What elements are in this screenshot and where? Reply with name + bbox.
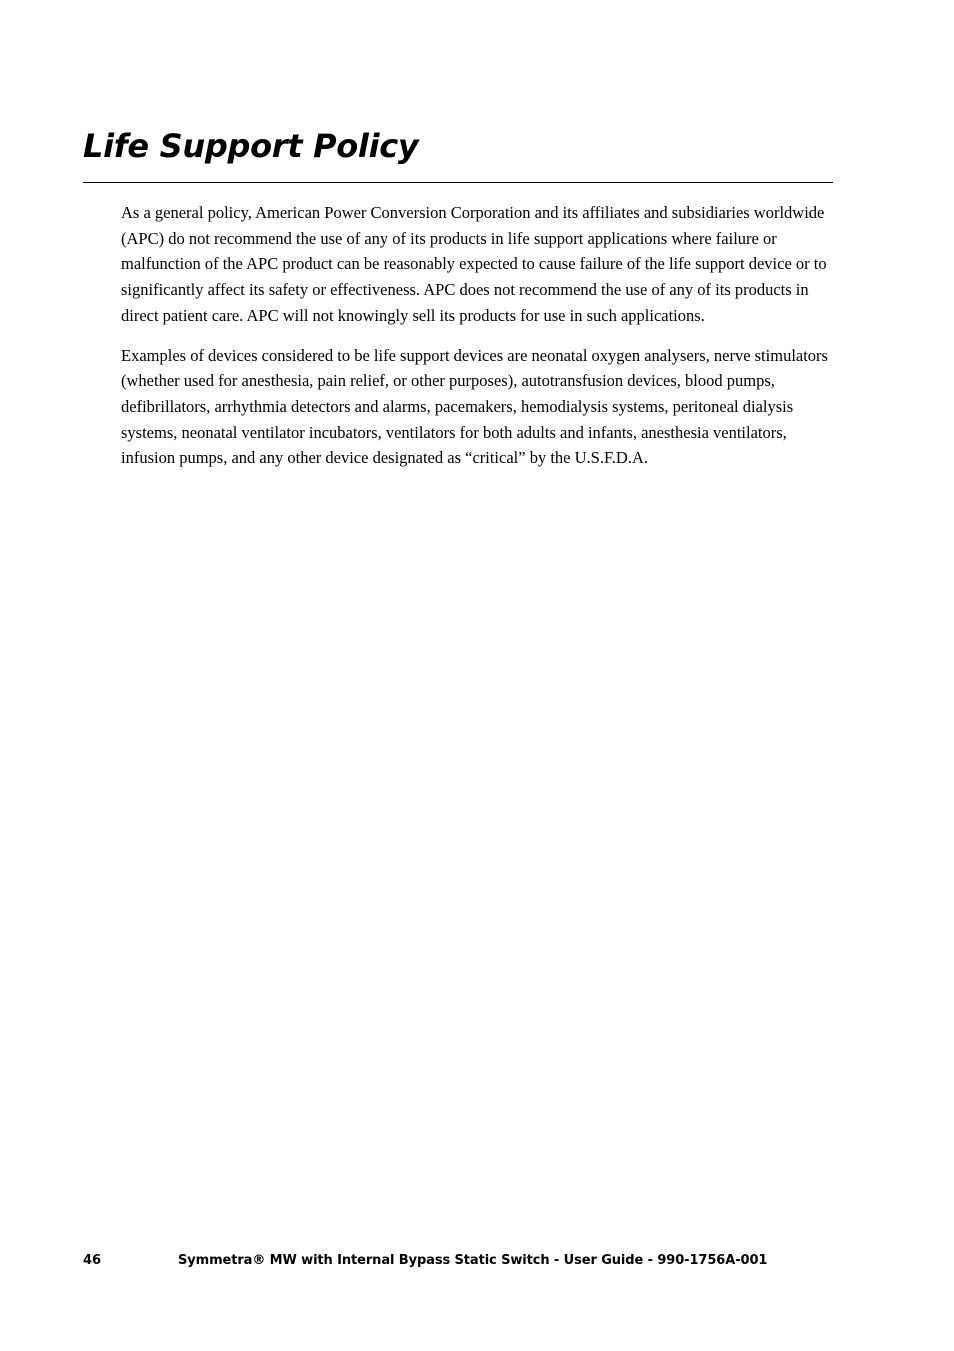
- footer-document-title: Symmetra® MW with Internal Bypass Static Switch - User Guide - 990-1756A-001: [178, 1253, 768, 1268]
- title-divider: [83, 182, 833, 183]
- examples-paragraph: Examples of devices considered to be life support devices are neonatal oxygen analysers, nerve stimulators (whether used for anesthesia, pain relief, or other purposes), autotransfusion devices, blood pumps, defibrillators, arrhythmia detectors and alarms, pacemakers, hemodialysis systems, peritoneal dialysis systems, neonatal ventilator incubators, ventilators for both adults and infants, anesthesia ventilators, infusion pumps, and any other device designated as “critical” by the U.S.F.D.A.: [121, 345, 828, 468]
- footer-page-number: 46: [83, 1253, 102, 1268]
- policy-paragraph: As a general policy, American Power Conversion Corporation and its affiliates and subsidiaries worldwide (APC) do not recommend the use of any of its products in life support applications where failure or malfunction of the APC product can be reasonably expected to cause failure of the life support device or to significantly affect its safety or effectiveness. APC does not recommend the use of any of its products in direct patient care. APC will not knowingly sell its products for use in such applications.: [121, 203, 827, 325]
- body-content: [121, 200, 836, 485]
- page-title: Life Support Policy: [83, 127, 419, 165]
